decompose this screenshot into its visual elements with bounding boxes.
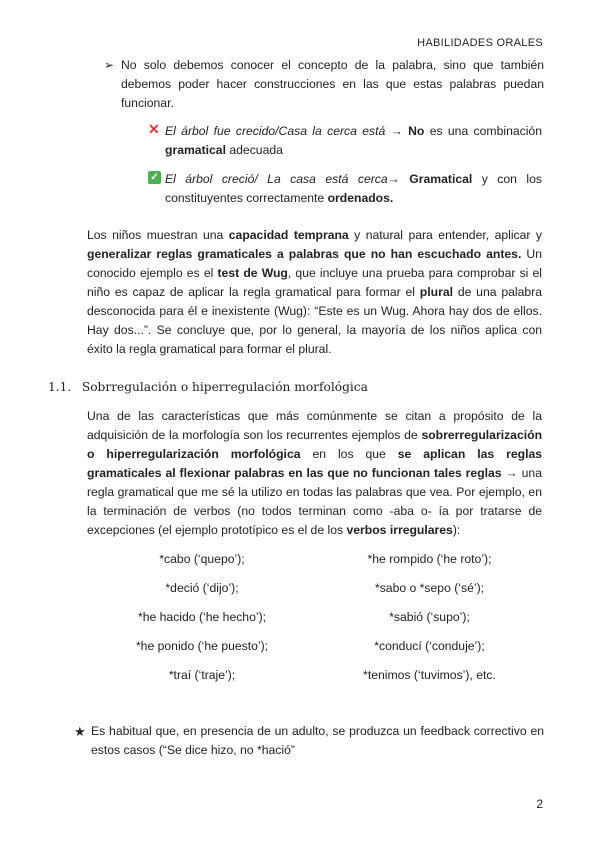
example-incorrect bbox=[148, 122, 542, 160]
paragraph-sobrerregulacion bbox=[87, 407, 542, 540]
bold-text: generalizar reglas gramaticales a palabras que no han escuchado antes. bbox=[87, 247, 522, 261]
verb-example: *cabo (‘quepo’); bbox=[159, 552, 245, 566]
section-heading bbox=[48, 380, 548, 394]
paragraph-wug bbox=[87, 226, 542, 359]
text: de una palabra desconocida para él e inexistente (Wug): “Este es un Wug. Ahora hay dos de ellos. Hay dos...”. Se concluye que, por lo general, la mayoría de los niños aplica con éxito la regla gramatical para formar el plural. bbox=[87, 285, 542, 356]
text: ): bbox=[452, 523, 461, 537]
verb-example: *sabió (‘supo’); bbox=[389, 610, 470, 624]
verb-example: *traí (‘traje’); bbox=[168, 668, 236, 682]
example-text: y con los constituyentes correctamente bbox=[165, 172, 542, 205]
section-number: 1.1. bbox=[48, 380, 72, 394]
text: , que incluye una prueba para comprobar si el niño es capaz de aplicar la regla gramatical para formar el bbox=[87, 266, 543, 299]
verb-row bbox=[87, 581, 542, 610]
arrow: → bbox=[390, 124, 403, 138]
star-note-text: Es habitual que, en presencia de un adulto, se produzca un feedback correctivo en estos casos (“Se dice hizo, no *hació” bbox=[91, 724, 544, 757]
verb-example: *he rompido (‘he roto’); bbox=[367, 552, 492, 566]
example-italic: El árbol creció/ La casa está cerca bbox=[165, 172, 388, 186]
example-bold: gramatical bbox=[165, 143, 226, 157]
verb-row bbox=[87, 668, 542, 697]
verb-examples-grid bbox=[87, 552, 542, 697]
text: una regla gramatical que me sé la utilizo en todas las palabras que vea. Por ejemplo, en la terminación de verbos (no todos terminan como -aba o- ía por tratarse de excepciones (el ejemplo prototípico es el de los bbox=[87, 466, 542, 537]
check-mark-icon: ✓ bbox=[148, 171, 161, 184]
example-verdict: Gramatical bbox=[409, 172, 473, 186]
bold-text: plural bbox=[419, 285, 453, 299]
text: en los que bbox=[312, 447, 386, 461]
verb-example: *tenimos (‘tuvimos’), etc. bbox=[363, 668, 496, 682]
example-italic: El árbol fue crecido/Casa la cerca está bbox=[165, 124, 386, 138]
verb-example: *conducí (‘conduje’); bbox=[374, 639, 485, 653]
verb-row bbox=[87, 610, 542, 639]
example-text: adecuada bbox=[229, 143, 283, 157]
verb-row bbox=[87, 552, 542, 581]
text: Una de las características que más comúnmente se citan a propósito de la adquisición de la morfología son los recurrentes ejemplos de bbox=[87, 409, 542, 442]
text: y natural para entender, aplicar y bbox=[354, 228, 543, 242]
verb-example: *he ponido (‘he puesto’); bbox=[135, 639, 269, 653]
star-bullet-icon: ★ bbox=[74, 724, 86, 739]
example-verdict: No bbox=[408, 124, 425, 138]
bold-text: verbos irregulares bbox=[346, 523, 453, 537]
bold-text: capacidad temprana bbox=[228, 228, 349, 242]
bullet-text: No solo debemos conocer el concepto de la palabra, sino que también debemos poder hacer construcciones en las que estas palabras puedan funcionar. bbox=[121, 58, 544, 110]
example-text: es una combinación bbox=[429, 124, 542, 138]
page-header: HABILIDADES ORALES bbox=[417, 37, 543, 49]
verb-example: *deció (‘dijo’); bbox=[165, 581, 239, 595]
bold-text: se aplican las reglas gramaticales al flexionar palabras en las que no funcionan tales reglas bbox=[87, 447, 543, 480]
verb-row bbox=[87, 639, 542, 668]
text: Un conocido ejemplo es el bbox=[87, 247, 542, 280]
bullet-point bbox=[104, 56, 544, 113]
bold-text: test de Wug bbox=[217, 266, 288, 280]
text: Los niños muestran una bbox=[87, 228, 224, 242]
arrow-bullet-icon: ➢ bbox=[104, 58, 115, 72]
arrow: → bbox=[505, 466, 518, 480]
example-bold: ordenados. bbox=[327, 191, 394, 205]
verb-example: *sabo o *sepo (‘sé’); bbox=[374, 581, 485, 595]
example-correct bbox=[148, 170, 542, 208]
bold-text: sobrerregularización o hiperregularización morfológica bbox=[87, 428, 543, 461]
section-title: Sobrregulación o hiperregulación morfológica bbox=[81, 380, 368, 394]
page-number: 2 bbox=[536, 797, 543, 811]
arrow: → bbox=[387, 172, 400, 186]
verb-example: *he hacido (‘he hecho’); bbox=[137, 610, 267, 624]
star-note bbox=[74, 722, 544, 760]
cross-mark-icon: ✕ bbox=[148, 121, 160, 137]
